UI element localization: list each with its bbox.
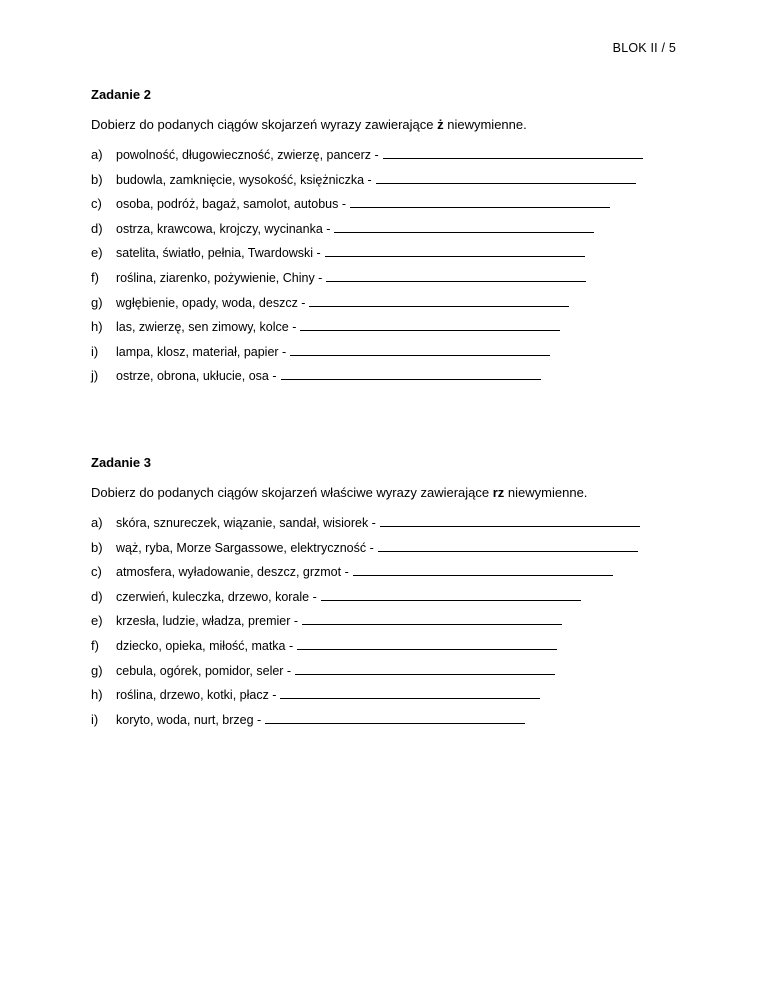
- answer-blank[interactable]: [300, 318, 560, 331]
- list-item: [91, 269, 691, 294]
- item-letter: f): [91, 637, 99, 653]
- item-letter: i): [91, 711, 99, 727]
- item-letter: c): [91, 196, 102, 212]
- list-item: [91, 612, 691, 637]
- task-2-section: [91, 87, 691, 392]
- answer-blank[interactable]: [295, 662, 555, 675]
- task-3-instruction-end: niewymienne.: [504, 485, 588, 500]
- item-letter: a): [91, 515, 103, 530]
- item-letter: a): [91, 147, 103, 162]
- item-letter: b): [91, 171, 103, 187]
- list-item: [91, 588, 691, 613]
- answer-blank[interactable]: [281, 367, 541, 380]
- item-letter: e): [91, 245, 103, 261]
- item-words: roślina, drzewo, kotki, płacz -: [116, 688, 277, 703]
- answer-blank[interactable]: [290, 343, 550, 356]
- item-letter: h): [91, 687, 103, 703]
- item-letter: d): [91, 588, 103, 604]
- item-words: powolność, długowieczność, zwierzę, pancerz -: [116, 148, 379, 162]
- item-words: satelita, światło, pełnia, Twardowski -: [116, 246, 321, 261]
- list-item: [91, 146, 691, 171]
- task-2-instruction-end: niewymienne.: [443, 117, 527, 132]
- task-2-title: Zadanie 2: [91, 87, 151, 102]
- list-item: [91, 343, 691, 368]
- list-item: [91, 563, 691, 588]
- item-letter: i): [91, 343, 99, 359]
- answer-blank[interactable]: [350, 195, 610, 208]
- list-item: [91, 711, 691, 736]
- list-item: [91, 220, 691, 245]
- answer-blank[interactable]: [297, 637, 557, 650]
- item-words: osoba, podróż, bagaż, samolot, autobus -: [116, 197, 347, 212]
- list-item: [91, 195, 691, 220]
- task-3-instruction-bold: rz: [492, 485, 505, 500]
- item-words: roślina, ziarenko, pożywienie, Chiny -: [116, 270, 323, 285]
- item-letter: c): [91, 564, 102, 580]
- answer-blank[interactable]: [325, 244, 585, 257]
- task-2-list: [91, 146, 691, 392]
- list-item: [91, 294, 691, 319]
- item-words: ostrze, obrona, ukłucie, osa -: [116, 369, 277, 384]
- list-item: [91, 662, 691, 687]
- answer-blank[interactable]: [309, 294, 569, 307]
- item-words: czerwień, kuleczka, drzewo, korale -: [116, 589, 317, 604]
- answer-blank[interactable]: [334, 220, 594, 233]
- page-number: BLOK II / 5: [612, 41, 676, 55]
- task-3-list: [91, 514, 691, 735]
- item-words: ostrza, krawcowa, krojczy, wycinanka -: [116, 221, 331, 236]
- list-item: [91, 539, 691, 564]
- answer-blank[interactable]: [376, 171, 636, 184]
- item-words: koryto, woda, nurt, brzeg -: [116, 712, 262, 727]
- item-words: wąż, ryba, Morze Sargassowe, elektryczność -: [116, 540, 374, 555]
- list-item: [91, 367, 691, 392]
- task-3-section: [91, 455, 691, 735]
- list-item: [91, 686, 691, 711]
- answer-blank[interactable]: [378, 539, 638, 552]
- item-letter: e): [91, 613, 103, 629]
- task-2-instruction: [91, 117, 691, 133]
- answer-blank[interactable]: [280, 686, 540, 699]
- item-words: budowla, zamknięcie, wysokość, księżniczka -: [116, 172, 372, 187]
- item-letter: d): [91, 220, 103, 236]
- item-words: skóra, sznureczek, wiązanie, sandał, wisiorek -: [116, 516, 376, 530]
- list-item: [91, 171, 691, 196]
- task-2-instruction-text: Dobierz do podanych ciągów skojarzeń wyrazy zawierające: [91, 117, 438, 132]
- item-letter: f): [91, 269, 99, 285]
- item-letter: g): [91, 294, 103, 310]
- list-item: [91, 637, 691, 662]
- answer-blank[interactable]: [380, 514, 640, 527]
- answer-blank[interactable]: [302, 612, 562, 625]
- item-letter: b): [91, 539, 103, 555]
- task-3-instruction-text: Dobierz do podanych ciągów skojarzeń właściwe wyrazy zawierające: [91, 485, 493, 500]
- item-words: wgłębienie, opady, woda, deszcz -: [116, 295, 306, 310]
- item-words: lampa, klosz, materiał, papier -: [116, 344, 287, 359]
- item-words: atmosfera, wyładowanie, deszcz, grzmot -: [116, 565, 349, 580]
- list-item: [91, 244, 691, 269]
- list-item: [91, 318, 691, 343]
- item-letter: h): [91, 319, 103, 335]
- task-2-instruction-bold: ż: [437, 117, 444, 132]
- answer-blank[interactable]: [383, 146, 643, 159]
- task-3-instruction: [91, 485, 691, 501]
- item-words: dziecko, opieka, miłość, matka -: [116, 638, 294, 653]
- answer-blank[interactable]: [353, 563, 613, 576]
- item-words: krzesła, ludzie, władza, premier -: [116, 614, 299, 629]
- item-letter: j): [91, 368, 99, 384]
- answer-blank[interactable]: [265, 711, 525, 724]
- task-3-title: Zadanie 3: [91, 455, 151, 470]
- answer-blank[interactable]: [326, 269, 586, 282]
- answer-blank[interactable]: [321, 588, 581, 601]
- item-words: cebula, ogórek, pomidor, seler -: [116, 663, 292, 678]
- item-letter: g): [91, 662, 103, 678]
- item-words: las, zwierzę, sen zimowy, kolce -: [116, 320, 297, 335]
- list-item: [91, 514, 691, 539]
